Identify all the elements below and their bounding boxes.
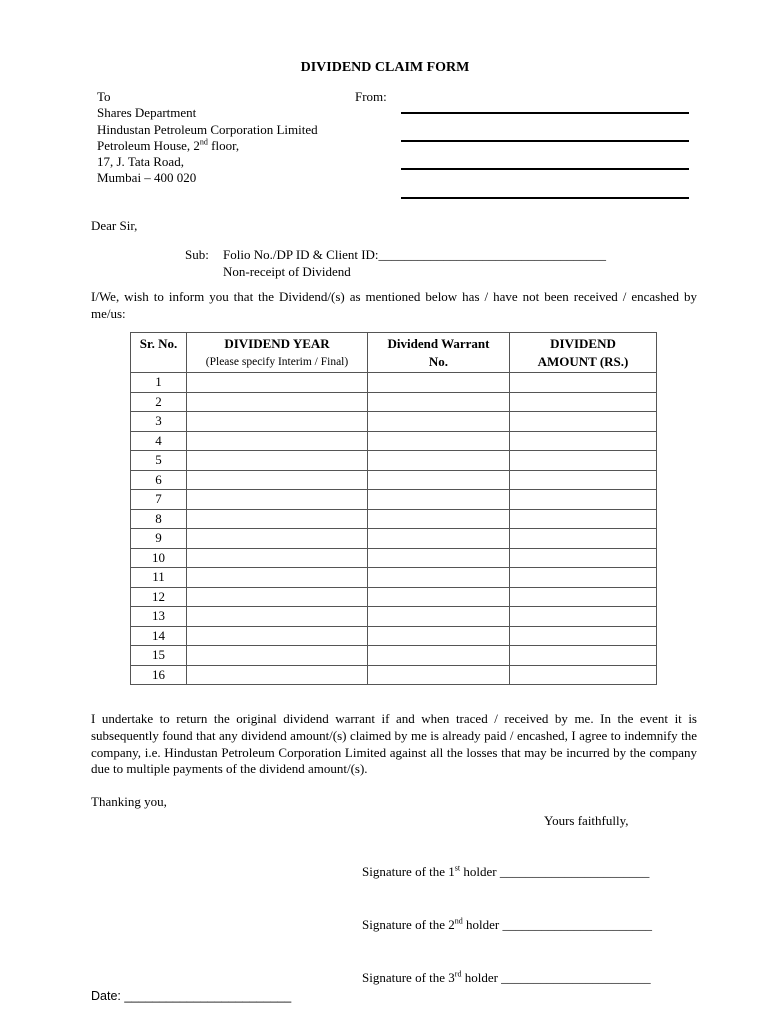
sr-no-cell: 4 (131, 431, 187, 451)
sr-no-cell: 5 (131, 451, 187, 471)
dividend-year-cell[interactable] (187, 646, 368, 666)
amount-cell[interactable] (510, 607, 657, 627)
sr-no-cell: 10 (131, 548, 187, 568)
from-line[interactable] (401, 168, 689, 170)
sr-no-cell: 8 (131, 509, 187, 529)
amount-cell[interactable] (510, 431, 657, 451)
table-row (131, 665, 657, 685)
amount-cell[interactable] (510, 392, 657, 412)
address-line: Shares Department (97, 105, 197, 121)
table-row (131, 470, 657, 490)
table-row (131, 626, 657, 646)
header-sr-no: Sr. No. (131, 333, 187, 373)
table-row (131, 392, 657, 412)
warrant-no-cell[interactable] (368, 451, 510, 471)
amount-cell[interactable] (510, 529, 657, 549)
signature-line-1[interactable]: Signature of the 1st holder _______________________ (362, 863, 650, 879)
amount-cell[interactable] (510, 373, 657, 393)
table-row (131, 646, 657, 666)
warrant-no-cell[interactable] (368, 607, 510, 627)
sr-no-cell: 7 (131, 490, 187, 510)
dividend-year-cell[interactable] (187, 548, 368, 568)
dividend-year-cell[interactable] (187, 470, 368, 490)
address-line (97, 138, 318, 154)
table-row (131, 568, 657, 588)
sr-no-cell: 1 (131, 373, 187, 393)
dividend-year-cell[interactable] (187, 373, 368, 393)
thanking-text: Thanking you, (91, 794, 167, 809)
address-text: floor, (207, 137, 240, 153)
sr-no-cell: 2 (131, 392, 187, 412)
table-row (131, 490, 657, 510)
closing-text: Yours faithfully, (544, 813, 629, 828)
amount-cell[interactable] (510, 412, 657, 432)
dividend-year-cell[interactable] (187, 626, 368, 646)
ordinal-suffix: nd (199, 137, 208, 147)
warrant-no-cell[interactable] (368, 529, 510, 549)
recipient-address (97, 89, 318, 187)
table-row (131, 607, 657, 627)
dividend-table (130, 332, 657, 685)
amount-cell[interactable] (510, 568, 657, 588)
table-row (131, 431, 657, 451)
address-line: 17, J. Tata Road, (97, 154, 184, 170)
date-field[interactable]: Date: ________________________ (91, 989, 292, 1003)
amount-cell[interactable] (510, 626, 657, 646)
header-warrant-no: Dividend Warrant No. (368, 333, 510, 373)
dividend-year-cell[interactable] (187, 392, 368, 412)
header-note: (Please specify Interim / Final) (205, 356, 349, 368)
table-row (131, 587, 657, 607)
signature-line-2[interactable]: Signature of the 2nd holder _______________________ (362, 916, 653, 932)
amount-cell[interactable] (510, 646, 657, 666)
dividend-year-cell[interactable] (187, 587, 368, 607)
warrant-no-cell[interactable] (368, 568, 510, 588)
warrant-no-cell[interactable] (368, 626, 510, 646)
warrant-no-cell[interactable] (368, 548, 510, 568)
intro-paragraph: I/We, wish to inform you that the Dividend/(s) as mentioned below has / have not been received / encashed by me/us: (91, 289, 697, 321)
amount-cell[interactable] (510, 490, 657, 510)
form-title: DIVIDEND CLAIM FORM (300, 60, 470, 75)
table-row (131, 451, 657, 471)
warrant-no-cell[interactable] (368, 392, 510, 412)
warrant-no-cell[interactable] (368, 587, 510, 607)
amount-cell[interactable] (510, 548, 657, 568)
dividend-year-cell[interactable] (187, 607, 368, 627)
table-row (131, 373, 657, 393)
sr-no-cell: 15 (131, 646, 187, 666)
signature-line-3[interactable]: Signature of the 3rd holder _______________________ (362, 969, 651, 985)
undertaking-paragraph: I undertake to return the original dividend warrant if and when traced / received by me. In the event it is subsequently found that any dividend amount/(s) claimed by me is already paid / encashed, I agree to indemnify the company, i.e. Hindustan Petroleum Corporation Limited against all the losses that may be incurred by the company due to multiple payments of the dividend amount/(s). (91, 711, 697, 777)
warrant-no-cell[interactable] (368, 373, 510, 393)
amount-cell[interactable] (510, 587, 657, 607)
warrant-no-cell[interactable] (368, 470, 510, 490)
warrant-no-cell[interactable] (368, 665, 510, 685)
table-row (131, 412, 657, 432)
warrant-no-cell[interactable] (368, 412, 510, 432)
subject-label: Sub: (185, 247, 209, 262)
from-line[interactable] (401, 197, 689, 199)
dividend-year-cell[interactable] (187, 451, 368, 471)
sr-no-cell: 12 (131, 587, 187, 607)
address-text: Petroleum House, 2 (97, 137, 200, 153)
sr-no-cell: 6 (131, 470, 187, 490)
from-line[interactable] (401, 140, 689, 142)
subject-block (185, 246, 606, 280)
header-dividend-year: DIVIDEND YEAR (Please specify Interim / Final) (187, 333, 368, 373)
dividend-year-cell[interactable] (187, 509, 368, 529)
dividend-year-cell[interactable] (187, 431, 368, 451)
sr-no-cell: 11 (131, 568, 187, 588)
subject-text: Non-receipt of Dividend (223, 264, 351, 279)
amount-cell[interactable] (510, 509, 657, 529)
header-amount: DIVIDEND AMOUNT (RS.) (510, 333, 657, 373)
warrant-no-cell[interactable] (368, 490, 510, 510)
dividend-year-cell[interactable] (187, 568, 368, 588)
dividend-year-cell[interactable] (187, 665, 368, 685)
warrant-no-cell[interactable] (368, 646, 510, 666)
sr-no-cell: 14 (131, 626, 187, 646)
table-row (131, 529, 657, 549)
warrant-no-cell[interactable] (368, 509, 510, 529)
amount-cell[interactable] (510, 665, 657, 685)
to-label: To (97, 89, 111, 104)
salutation: Dear Sir, (91, 218, 138, 233)
dividend-year-cell[interactable] (187, 412, 368, 432)
address-line: Mumbai – 400 020 (97, 170, 197, 186)
table-row (131, 548, 657, 568)
warrant-no-cell[interactable] (368, 431, 510, 451)
from-line[interactable] (401, 112, 689, 114)
dividend-year-cell[interactable] (187, 529, 368, 549)
address-line: Hindustan Petroleum Corporation Limited (97, 121, 318, 137)
sr-no-cell: 9 (131, 529, 187, 549)
amount-cell[interactable] (510, 451, 657, 471)
table-row (131, 509, 657, 529)
sr-no-cell: 13 (131, 607, 187, 627)
from-label: From: (355, 89, 387, 104)
sr-no-cell: 16 (131, 665, 187, 685)
folio-field[interactable]: Folio No./DP ID & Client ID:___________________________________ (223, 247, 607, 262)
amount-cell[interactable] (510, 470, 657, 490)
dividend-year-cell[interactable] (187, 490, 368, 510)
sr-no-cell: 3 (131, 412, 187, 432)
